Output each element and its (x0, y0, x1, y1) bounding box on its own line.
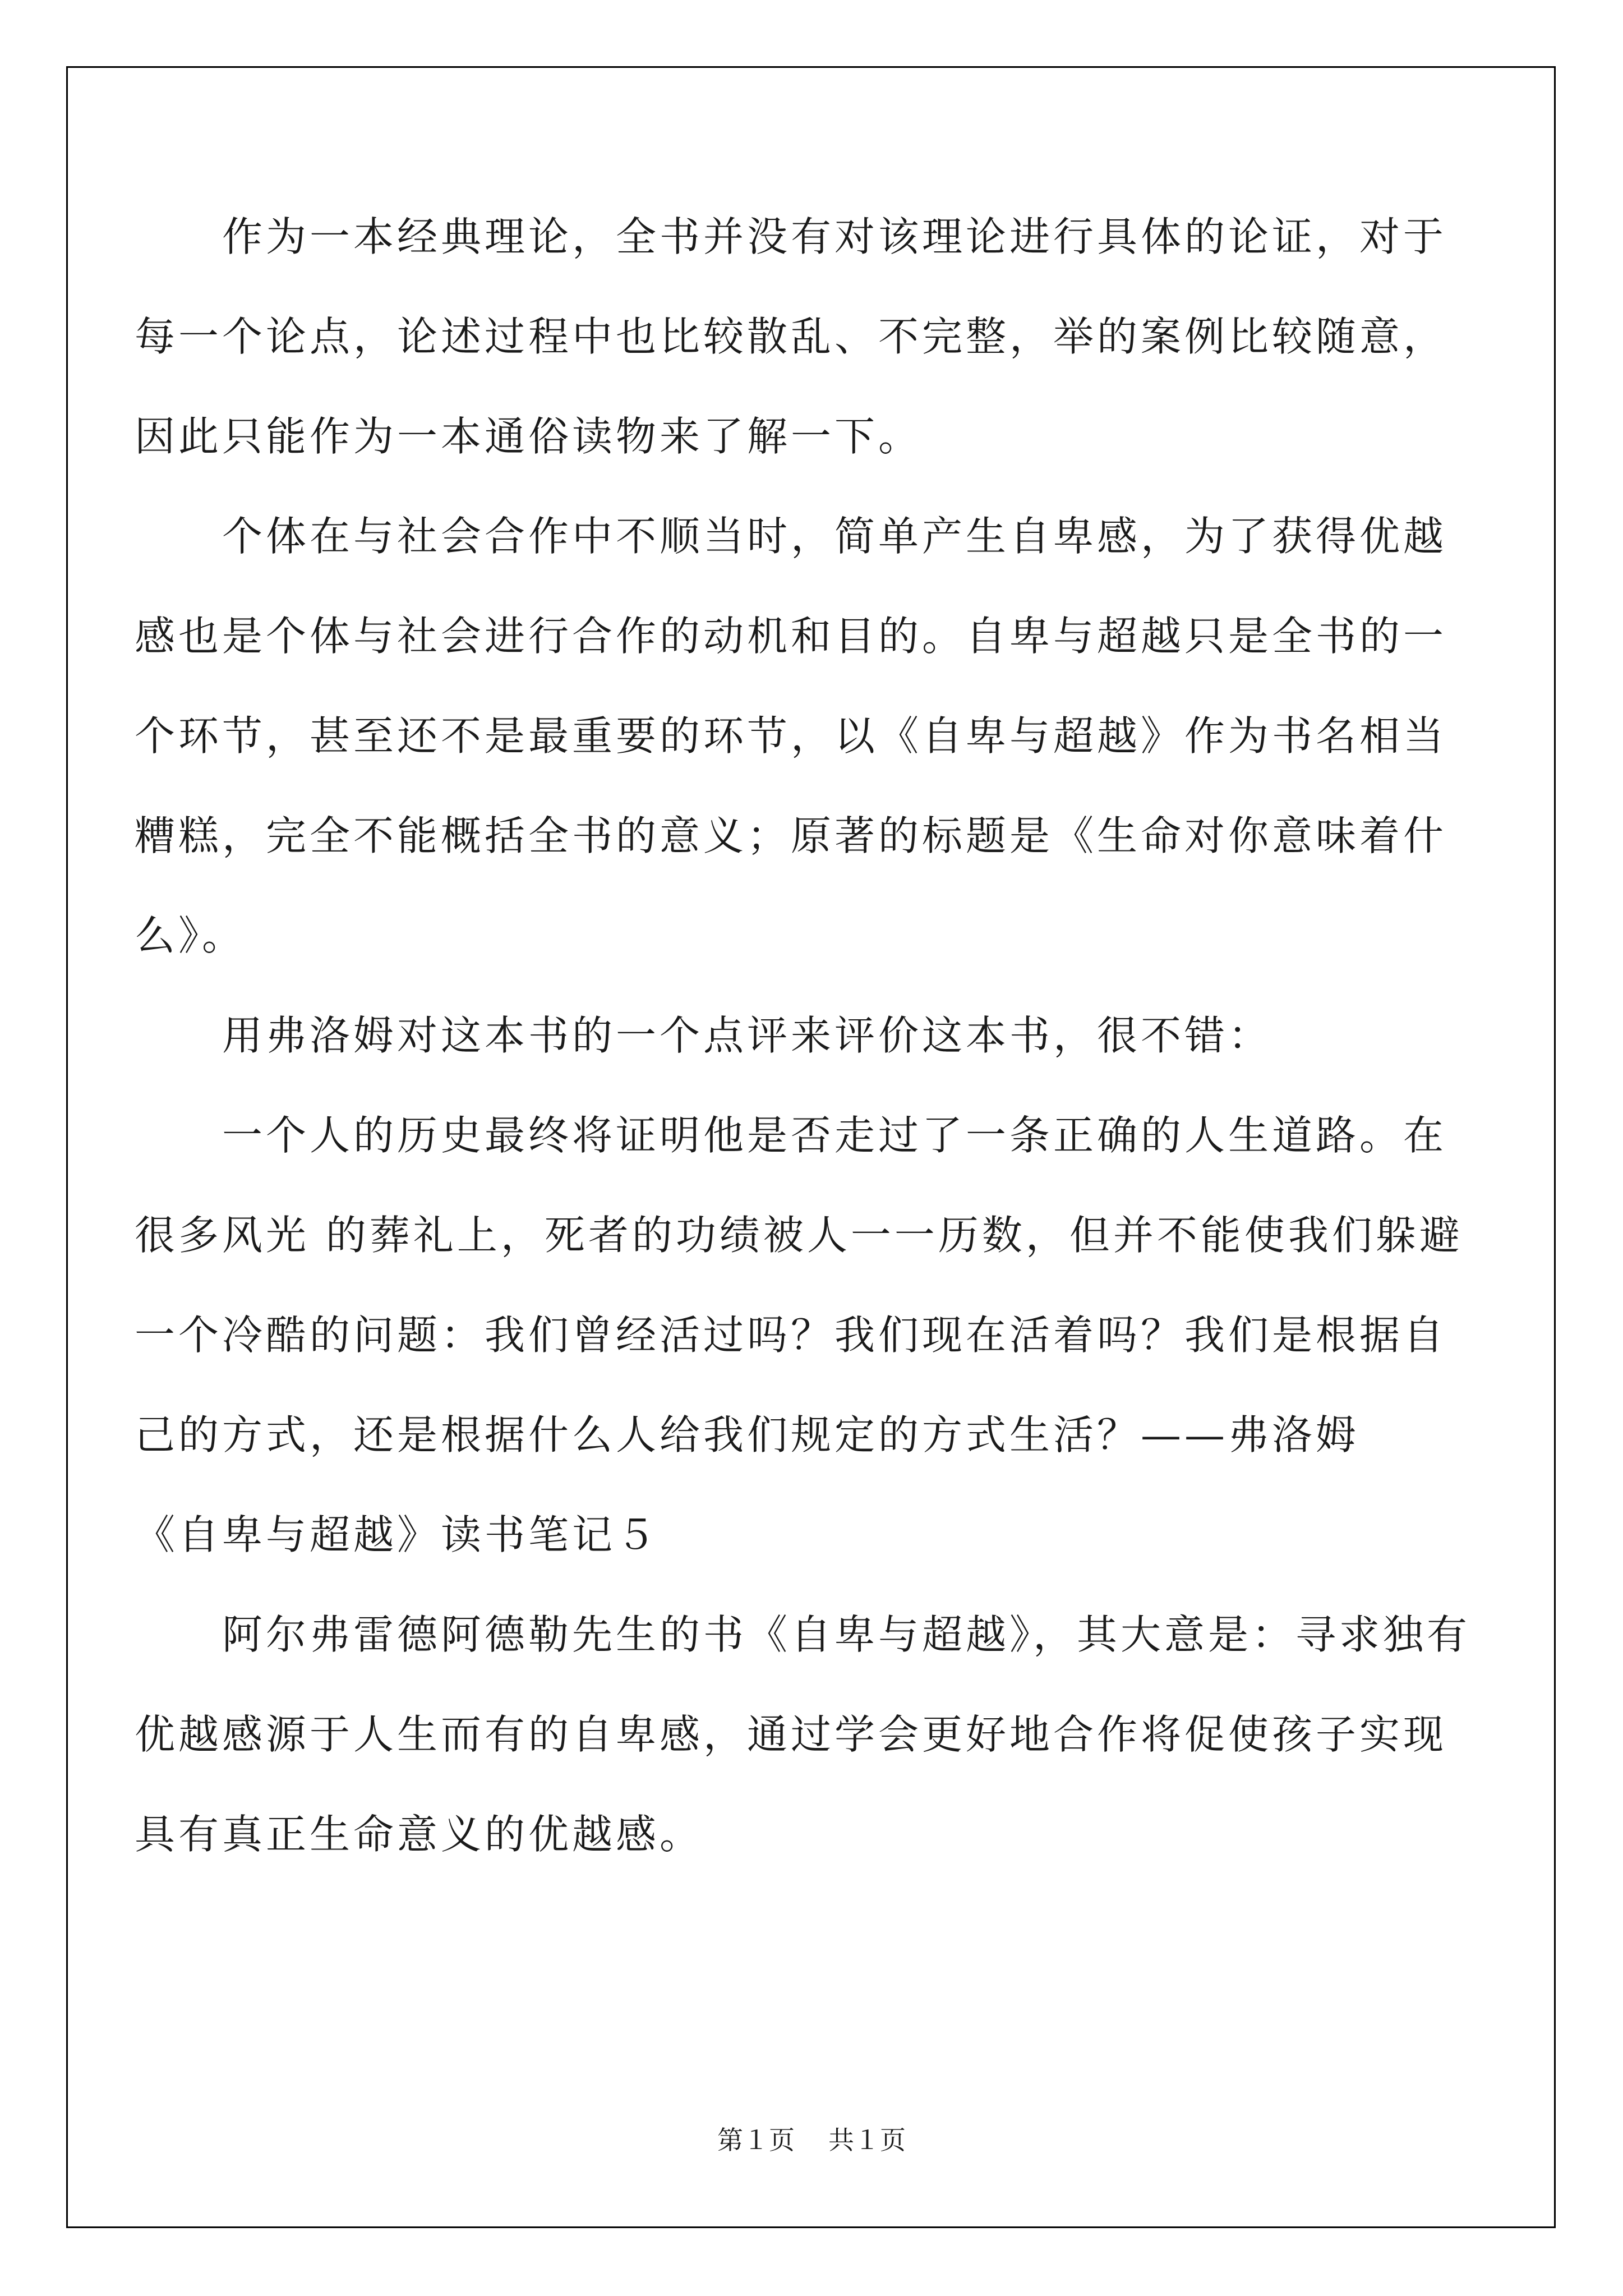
text-line: 糟糕，完全不能概括全书的意义；原著的标题是《生命对你意味着什 (135, 812, 1447, 859)
text-line: 个环节，甚至还不是最重要的环节，以《自卑与超越》作为书名相当 (135, 712, 1447, 760)
text-line: 作为一本经典理论，全书并没有对该理论进行具体的论证，对于 (135, 213, 1447, 260)
text-line: 每一个论点，论述过程中也比较散乱、不完整，举的案例比较随意， (135, 313, 1447, 360)
page-total: 共１页 (828, 2125, 906, 2155)
text-line: 感也是个体与社会进行合作的动机和目的。自卑与超越只是全书的一 (135, 613, 1447, 660)
text-line: 用弗洛姆对这本书的一个点评来评价这本书，很不错： (135, 1012, 1272, 1059)
page-footer (0, 2123, 1623, 2157)
text-line: 优越感源于人生而有的自卑感，通过学会更好地合作将促使孩子实现 (135, 1711, 1447, 1758)
text-line: 个体在与社会合作中不顺当时，简单产生自卑感，为了获得优越 (135, 513, 1447, 560)
page-number: 第１页 (717, 2125, 795, 2155)
text-line: 己的方式，还是根据什么人给我们规定的方式生活？——弗洛姆 (135, 1411, 1360, 1458)
text-line: 具有真正生命意义的优越感。 (135, 1811, 704, 1858)
text-line: 么》。 (135, 912, 246, 959)
section-heading: 《自卑与超越》读书笔记５ (135, 1511, 660, 1558)
text-line: 很多风光 的葬礼上，死者的功绩被人一一历数，但并不能使我们躲避 (135, 1212, 1463, 1259)
text-line: 一个冷酷的问题：我们曾经活过吗？我们现在活着吗？我们是根据自 (135, 1312, 1447, 1359)
text-line: 一个人的历史最终将证明他是否走过了一条正确的人生道路。在 (135, 1112, 1447, 1159)
text-line: 因此只能作为一本通俗读物来了解一下。 (135, 413, 923, 460)
text-line: 阿尔弗雷德阿德勒先生的书《自卑与超越》，其大意是：寻求独有 (135, 1611, 1471, 1658)
